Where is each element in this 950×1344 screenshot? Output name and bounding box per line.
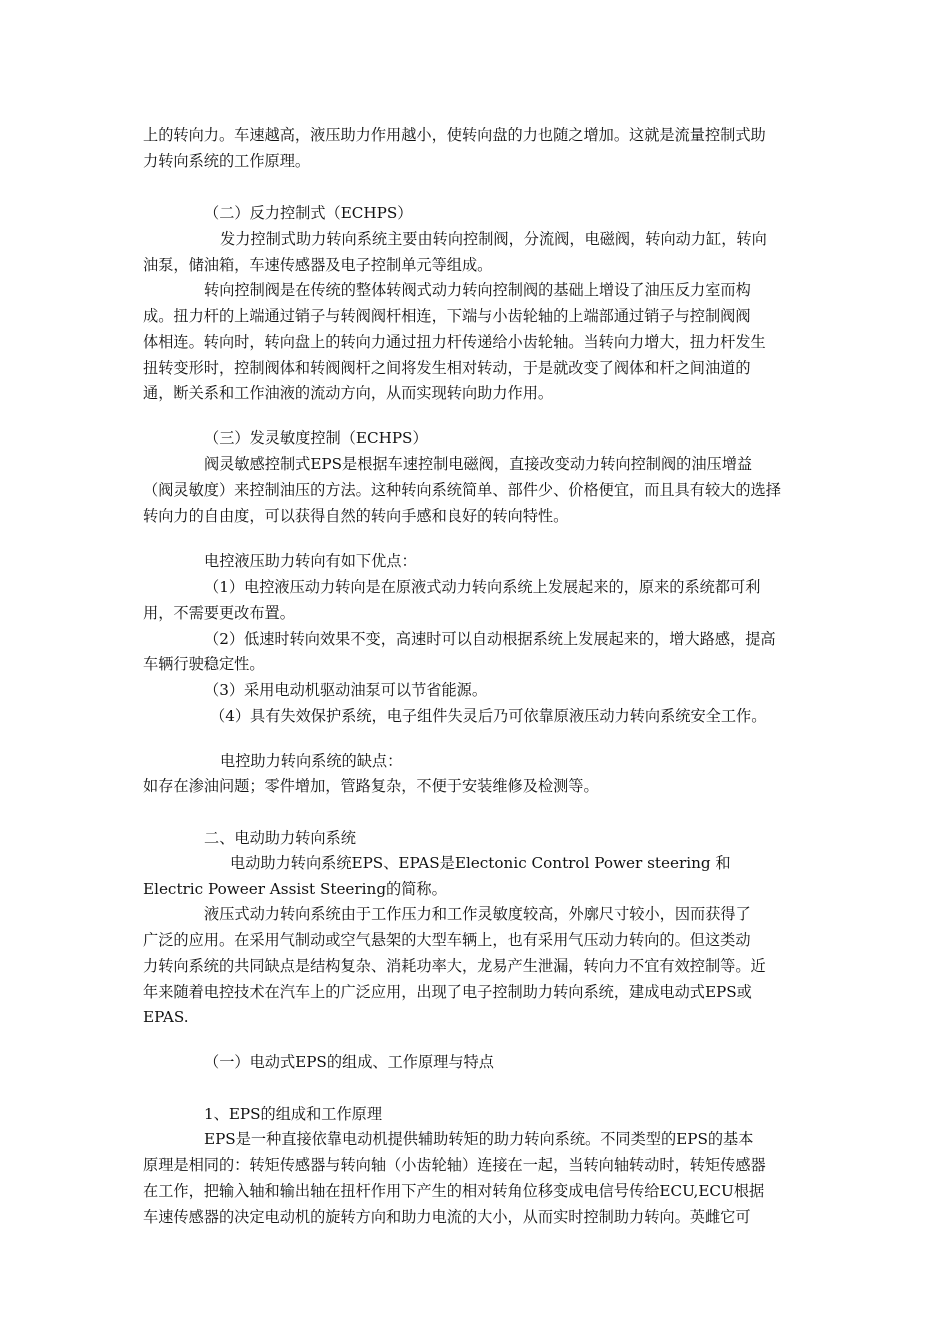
text-line: 电动助力转向系统EPS、EPAS是Electonic Control Power steering 和 bbox=[230, 854, 731, 872]
text-line: 转向控制阀是在传统的整体转阀式动力转向控制阀的基础上增设了油压反力室而构 bbox=[204, 281, 751, 299]
text-line: 力转向系统的共同缺点是结构复杂、消耗功率大，龙易产生泄漏，转向力不宜有效控制等。近 bbox=[143, 957, 766, 975]
list-item: （2）低速时转向效果不变，高速时可以自动根据系统上发展起来的，增大路感，提高 bbox=[204, 630, 776, 648]
text-line: 体相连。转向时，转向盘上的转向力通过扭力杆传递给小齿轮轴。当转向力增大，扭力杆发生 bbox=[143, 333, 766, 351]
text-line: 成。扭力杆的上端通过销子与转阀阀杆相连，下端与小齿轮轴的上端部通过销子与控制阀阀 bbox=[143, 307, 751, 325]
text-line: 车辆行驶稳定性。 bbox=[143, 655, 265, 673]
text-line: 如存在渗油问题；零件增加，管路复杂，不便于安装维修及检测等。 bbox=[143, 777, 599, 795]
list-item: （4）具有失效保护系统，电子组件失灵后乃可依靠原液压动力转向系统安全工作。 bbox=[210, 707, 767, 725]
text-line: 通，断关系和工作油液的流动方向，从而实现转向助力作用。 bbox=[143, 384, 554, 402]
text-line: 在工作，把输入轴和输出轴在扭杆作用下产生的相对转角位移变成电信号传给ECU,ECU根据 bbox=[143, 1182, 765, 1200]
text-line: 阀灵敏感控制式EPS是根据车速控制电磁阀，直接改变动力转向控制阀的油压增益 bbox=[204, 455, 753, 473]
text-line: （阀灵敏度）来控制油压的方法。这种转向系统简单、部件少、价格便宜，而且具有较大的选择 bbox=[143, 481, 781, 499]
text-line: EPS是一种直接依靠电动机提供辅助转矩的助力转向系统。不同类型的EPS的基本 bbox=[204, 1130, 754, 1148]
section-heading: 二、电动助力转向系统 bbox=[204, 829, 356, 847]
list-item: （3）采用电动机驱动油泵可以节省能源。 bbox=[204, 681, 488, 699]
list-item: （1）电控液压动力转向是在原液式动力转向系统上发展起来的，原来的系统都可利 bbox=[204, 578, 761, 596]
text-line: 用，不需要更改布置。 bbox=[143, 604, 295, 622]
text-line: 扭转变形时，控制阀体和转阀阀杆之间将发生相对转动，于是就改变了阀体和杆之间油道的 bbox=[143, 359, 751, 377]
subheading: 电控液压助力转向有如下优点： bbox=[204, 552, 417, 570]
text-line: 发力控制式助力转向系统主要由转向控制阀，分流阀，电磁阀，转向动力缸，转向 bbox=[220, 230, 767, 248]
subheading: 电控助力转向系统的缺点： bbox=[220, 752, 403, 770]
text-line: 油泵，储油箱，车速传感器及电子控制单元等组成。 bbox=[143, 256, 493, 274]
text-line: 广泛的应用。在采用气制动或空气悬架的大型车辆上，也有采用气压动力转向的。但这类动 bbox=[143, 931, 751, 949]
text-line: 原理是相同的：转矩传感器与转向轴（小齿轮轴）连接在一起，当转向轴转动时，转矩传感器 bbox=[143, 1156, 766, 1174]
subheading: 1、EPS的组成和工作原理 bbox=[204, 1105, 383, 1123]
text-line: 年来随着电控技术在汽车上的广泛应用，出现了电子控制助力转向系统，建成电动式EPS或 bbox=[143, 983, 752, 1001]
text-line: 力转向系统的工作原理。 bbox=[143, 152, 311, 170]
section-heading: （三）发灵敏度控制（ECHPS） bbox=[204, 429, 428, 447]
text-line: 车速传感器的决定电动机的旋转方向和助力电流的大小，从而实时控制助力转向。英雌它可 bbox=[143, 1208, 751, 1226]
text-line: 液压式动力转向系统由于工作压力和工作灵敏度较高，外廓尺寸较小，因而获得了 bbox=[204, 905, 751, 923]
text-line: EPAS. bbox=[143, 1008, 189, 1026]
section-heading: （二）反力控制式（ECHPS） bbox=[204, 204, 413, 222]
section-heading: （一）电动式EPS的组成、工作原理与特点 bbox=[204, 1053, 494, 1071]
text-line: 转向力的自由度，可以获得自然的转向手感和良好的转向特性。 bbox=[143, 507, 569, 525]
text-line: 上的转向力。车速越高，液压助力作用越小，使转向盘的力也随之增加。这就是流量控制式助 bbox=[143, 126, 766, 144]
text-line: Electric Poweer Assist Steering的简称。 bbox=[143, 880, 447, 898]
